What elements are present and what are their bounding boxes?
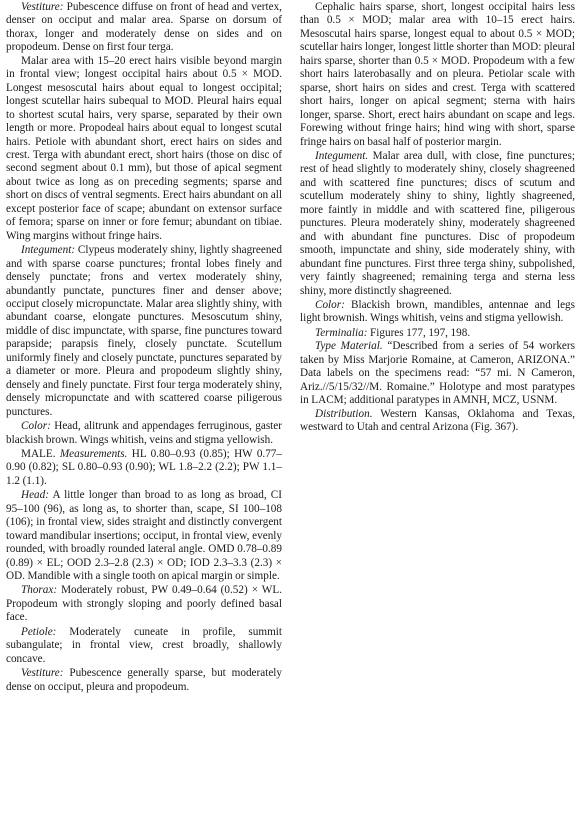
section-heading: Head: bbox=[21, 489, 49, 502]
paragraph-thorax bbox=[6, 584, 282, 624]
section-heading: Distribution. bbox=[315, 407, 373, 420]
paragraph-text: Western Kansas, Oklahoma and Texas, westward to Utah and central Arizona (Fig. 367). bbox=[300, 407, 575, 434]
paragraph-color bbox=[6, 420, 282, 447]
section-heading: Petiole: bbox=[21, 625, 57, 638]
paragraph-text: Figures 177, 197, 198. bbox=[370, 326, 471, 339]
section-heading: Integument: bbox=[21, 244, 76, 257]
section-heading: Thorax: bbox=[21, 584, 58, 597]
section-heading: Color: bbox=[21, 420, 51, 433]
paragraph-cephalic-hairs bbox=[300, 1, 575, 149]
right-column bbox=[300, 1, 575, 435]
paragraph-text: HL 0.80–0.93 (0.85); HW 0.77–0.90 (0.82); SL 0.80–0.93 (0.90); WL 1.8–2.2 (2.2); PW 1.1–1.2 (1.1). bbox=[6, 447, 282, 487]
section-heading: Measurements. bbox=[59, 447, 128, 460]
paragraph-text: Head, alitrunk and appendages ferruginous, gaster blackish brown. Wings whitish, veins and stigma yellowish. bbox=[6, 420, 282, 446]
section-heading: Color: bbox=[315, 298, 345, 311]
left-column bbox=[6, 1, 282, 694]
paragraph-text: Malar area with 15–20 erect hairs visible beyond margin in frontal view; longest occipital hairs about 0.5 × MOD. Longest mesoscutal hairs about equal to longest occipital; longest scutellar hairs subequal to MOD. Pleural hairs equal to shortest scutal hairs, very sparse, separated by their own length or more. Propodeal hairs about equal to longest scutal hairs. Petiole with abundant short, erect hairs on sides and crest. Terga with abundant erect, short hairs (those on disc of second segment about 0.1 mm), but those of apical segment about twice as long as on preceding segments; sparse and short on discs of ventral segments. Erect hairs abundant on all except posterior face of scape; abundant on extensor surface of femora; sparse on inner or fore femur; abundant on tibiae. Wing margins without fringe hairs. bbox=[6, 54, 282, 242]
paragraph-male-measurements bbox=[6, 448, 282, 488]
paragraph-text: Cephalic hairs sparse, short, longest occipital hairs less than 0.5 × MOD; malar area with 10–15 erect hairs. Mesoscutal hairs sparse, longest equal to about 0.5 × MOD; scutellar hairs longer, longest little shorter than MOD: pleural hairs sparse, shorter than 0.5 × MOD. Propodeum with a few short hairs laterobasally and on pleura. Petiolar scale with sparse, short hairs on sides and crest. Terga with scattered short hairs, longer on apical segment; sterna with hairs longer, sparse. Short, erect hairs abundant on scape and legs. Forewing without fringe hairs; hind wing with short, sparse fringe hairs on basal half of posterior margin. bbox=[300, 1, 575, 148]
paragraph-text: Malar area dull, with close, fine punctures; rest of head slightly to moderately shiny, closely shagreened and with scattered fine punctures; discs of scutum and scutellum moderately shiny to shiny, lightly shagreened, more faintly in middle and with scattered fine, piligerous punctures. Pleura moderately shiny, moderately shagreened and with abundant fine punctures. Disc of propodeum smooth, impunctate and shiny, side moderately shiny, with abundant fine punctures. First three terga shiny, subpolished, very faintly shagreened; remaining terga and sterna less shiny, more distinctly shagreened. bbox=[300, 149, 575, 297]
section-heading: Vestiture: bbox=[21, 667, 64, 680]
sex-label: MALE. bbox=[21, 447, 60, 460]
paragraph-text: Blackish brown, mandibles, antennae and legs light brownish. Wings whitish, veins and stigma yellowish. bbox=[300, 298, 575, 325]
section-heading: Terminalia: bbox=[315, 326, 368, 339]
paragraph-color-male bbox=[300, 299, 575, 326]
paragraph-distribution bbox=[300, 408, 575, 435]
paragraph-text: “Described from a series of 54 workers taken by Miss Marjorie Romaine, at Cameron, ARIZONA.” Data labels on the specimens read: “57 mi. N Cameron, Ariz.//5/15/32//M. Romaine.” Holotype and most paratypes in LACM; additional paratypes in AMNH, MCZ, USNM. bbox=[300, 340, 575, 407]
paragraph-integument bbox=[6, 244, 282, 419]
paragraph-malar-hairs bbox=[6, 55, 282, 243]
paragraph-text: Moderately robust, PW 0.49–0.64 (0.52) × WL. Propodeum with strongly sloping and poorly defined basal face. bbox=[6, 584, 282, 624]
paragraph-text: Moderately cuneate in profile, summit subangulate; in frontal view, crest broadly, shallowly concave. bbox=[6, 625, 282, 665]
paragraph-type-material bbox=[300, 340, 575, 407]
paragraph-terminalia bbox=[300, 327, 575, 340]
paragraph-vestiture-male bbox=[6, 667, 282, 694]
paragraph-text: Clypeus moderately shiny, lightly shagreened and with sparse coarse punctures; frontal lobes finely and densely punctate; frons and vertex moderately shiny, abundantly punctate, punctures finer and denser above; occiput closely micropunctate. Malar area slightly shiny, with abundant coarse, elongate punctures. Mesoscutum shiny, middle of disc impunctate, with sparse, fine punctures toward parapside; parapsis finely, closely punctate. Scutellum uniformly finely and closely punctate, punctures separated by a diameter or more. Pleura and propodeum slightly shiny, densely and finely punctate. First four terga moderately shiny, densely micropunctate and with scattered coarse piligerous punctures. bbox=[6, 244, 282, 418]
section-heading: Type Material. bbox=[315, 340, 383, 353]
paragraph-text: Pubescence diffuse on front of head and vertex, denser on occiput and malar area. Sparse on dorsum of thorax, longer and moderately dense on sides and on propodeum. Dense on first four terga. bbox=[6, 1, 282, 54]
paragraph-text: A little longer than broad to as long as broad, CI 95–100 (96), as long as, to shorter than, scape, SI 100–108 (106); in frontal view, sides straight and distinctly convergent toward mandibular insertions; occiput, in frontal view, evenly rounded, with broadly rounded lateral angle. OMD 0.78–0.89 (0.89) × EL; OOD 2.3–2.8 (2.3) × OD; IOD 2.3–3.3 (2.3) × OD. Mandible with a single tooth on apical margin or simple. bbox=[6, 489, 282, 583]
paragraph-petiole bbox=[6, 626, 282, 666]
section-heading: Integument. bbox=[315, 149, 369, 162]
paragraph-head bbox=[6, 489, 282, 583]
section-heading: Vestiture: bbox=[21, 1, 64, 13]
paragraph-vestiture bbox=[6, 1, 282, 55]
paragraph-integument-male bbox=[300, 150, 575, 298]
paragraph-text: Pubescence generally sparse, but moderately dense on occiput, pleura and propodeum. bbox=[6, 667, 282, 693]
